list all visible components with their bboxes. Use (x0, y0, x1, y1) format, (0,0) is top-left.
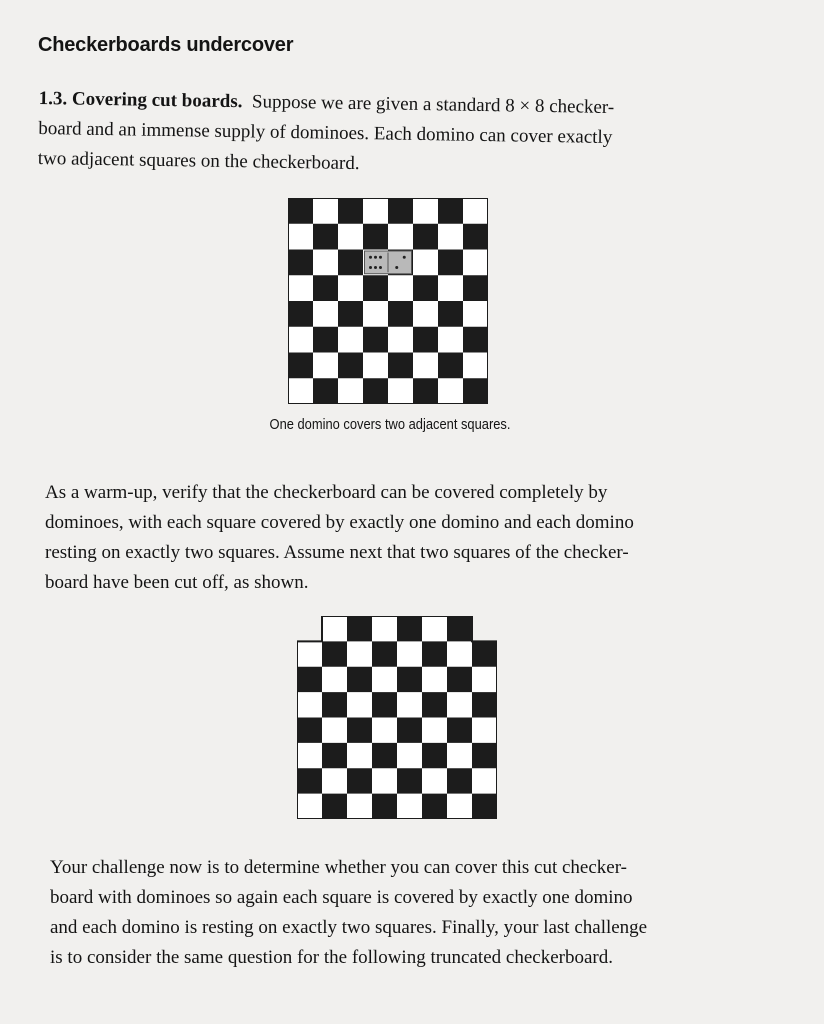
board-square (472, 667, 497, 693)
board-square (372, 718, 397, 744)
board-square (422, 718, 447, 744)
domino-pip (379, 256, 382, 259)
board-square (297, 768, 322, 794)
board-square (388, 301, 413, 327)
board-square (438, 250, 463, 276)
board-square (297, 743, 322, 769)
board-square (472, 718, 497, 744)
board-square (397, 768, 422, 794)
board-square (372, 616, 397, 642)
board-square (347, 794, 372, 819)
board-square (413, 250, 438, 276)
board-square (313, 301, 338, 327)
challenge-line-3: and each domino is resting on exactly two squares. Finally, your last challenge (50, 917, 648, 938)
board-square (338, 198, 363, 224)
board-square (463, 327, 488, 353)
board-square (297, 794, 322, 819)
board-square (388, 327, 413, 353)
board-square (372, 768, 397, 794)
board-square (438, 198, 463, 224)
board-square (313, 327, 338, 353)
board-square (463, 378, 488, 404)
board-square (422, 616, 447, 642)
domino-pip (369, 266, 372, 269)
domino-pip (395, 266, 398, 269)
board-square (347, 768, 372, 794)
board-square (463, 275, 488, 301)
board-square (288, 301, 313, 327)
board-square (297, 718, 322, 744)
board-square (363, 301, 388, 327)
board-square (372, 641, 397, 667)
board-square (413, 275, 438, 301)
warmup-line-1: As a warm-up, verify that the checkerboard can be covered completely by (45, 482, 608, 503)
board-square (388, 275, 413, 301)
board-square (338, 224, 363, 250)
challenge-line-1: Your challenge now is to determine whether you can cover this cut checker- (50, 857, 627, 878)
domino-pip (379, 266, 382, 269)
problem-line-1: Suppose we are given a standard 8 × 8 checker- (251, 91, 615, 119)
board-square (338, 353, 363, 379)
board-square (288, 353, 313, 379)
board-square (313, 353, 338, 379)
board-square (347, 718, 372, 744)
board-square (397, 667, 422, 693)
board-square (413, 224, 438, 250)
board-square (288, 327, 313, 353)
board-square (438, 301, 463, 327)
board-square (413, 353, 438, 379)
board-square (413, 378, 438, 404)
board-square (472, 692, 497, 718)
board-square (322, 667, 347, 693)
board-square (438, 353, 463, 379)
problem-line-2: board and an immense supply of dominoes. Each domino can cover exactly (38, 117, 613, 149)
board-square (463, 301, 488, 327)
board-square (372, 667, 397, 693)
board-square (438, 327, 463, 353)
board-square (322, 743, 347, 769)
board-square (347, 692, 372, 718)
board-square (347, 641, 372, 667)
board-square (338, 378, 363, 404)
figure-caption: One domino covers two adjacent squares. (269, 416, 511, 433)
board-square (288, 275, 313, 301)
board-square (422, 768, 447, 794)
board-square (447, 718, 472, 744)
board-square (388, 198, 413, 224)
board-square (322, 641, 347, 667)
board-square (388, 378, 413, 404)
board-square (397, 641, 422, 667)
board-square (297, 667, 322, 693)
board-square (447, 616, 472, 642)
cut-checkerboard-svg (297, 616, 497, 819)
board-square (397, 718, 422, 744)
board-square (313, 250, 338, 276)
problem-number: 1.3. (38, 87, 68, 110)
board-square (313, 378, 338, 404)
domino-pip (403, 256, 406, 259)
board-square (288, 250, 313, 276)
board-square (372, 743, 397, 769)
board-square (397, 794, 422, 819)
board-square (347, 667, 372, 693)
problem-paragraph (38, 84, 739, 185)
board-square (338, 250, 363, 276)
board-square (297, 641, 322, 667)
board-square (422, 743, 447, 769)
board-square (372, 794, 397, 819)
domino (365, 251, 412, 274)
board-square (472, 641, 497, 667)
board-square (447, 768, 472, 794)
section-title: Checkerboards undercover (38, 34, 294, 56)
board-square (338, 275, 363, 301)
challenge-line-2: board with dominoes so again each square is covered by exactly one domino (50, 887, 633, 908)
domino-pip (369, 256, 372, 259)
board-square (322, 768, 347, 794)
board-square (288, 224, 313, 250)
board-square (463, 198, 488, 224)
board-square (313, 224, 338, 250)
board-square (447, 667, 472, 693)
board-square (463, 353, 488, 379)
domino-pip (374, 256, 377, 259)
board-square (447, 641, 472, 667)
board-square (447, 743, 472, 769)
board-square (397, 743, 422, 769)
board-square (397, 692, 422, 718)
board-square (297, 692, 322, 718)
checkerboard-figure (288, 198, 488, 404)
board-square (422, 641, 447, 667)
board-square (463, 250, 488, 276)
board-square (347, 616, 372, 642)
board-square (363, 275, 388, 301)
board-square (413, 327, 438, 353)
board-square (363, 378, 388, 404)
board-square (472, 794, 497, 819)
board-square (447, 794, 472, 819)
board-square (413, 198, 438, 224)
problem-line-3: two adjacent squares on the checkerboard. (37, 147, 360, 175)
warmup-line-3: resting on exactly two squares. Assume next that two squares of the checker- (45, 542, 629, 563)
board-square (288, 378, 313, 404)
challenge-line-4: is to consider the same question for the following truncated checkerboard. (50, 947, 613, 968)
board-square (363, 198, 388, 224)
cut-checkerboard-figure (297, 616, 497, 819)
board-square (422, 692, 447, 718)
domino-pip (374, 266, 377, 269)
board-square (313, 198, 338, 224)
board-square (397, 616, 422, 642)
board-square (413, 301, 438, 327)
board-square (313, 275, 338, 301)
problem-heading: Covering cut boards. (71, 88, 243, 113)
board-square (438, 224, 463, 250)
board-square (388, 224, 413, 250)
board-square (447, 692, 472, 718)
board-square (388, 353, 413, 379)
board-square (288, 198, 313, 224)
board-square (472, 743, 497, 769)
board-square (472, 768, 497, 794)
board-square (322, 616, 347, 642)
board-square (338, 327, 363, 353)
warmup-paragraph (45, 478, 745, 598)
warmup-line-2: dominoes, with each square covered by exactly one domino and each domino (45, 512, 634, 533)
board-square (363, 224, 388, 250)
board-square (322, 718, 347, 744)
board-square (363, 327, 388, 353)
board-square (438, 378, 463, 404)
board-square (422, 667, 447, 693)
board-square (422, 794, 447, 819)
board-square (347, 743, 372, 769)
board-square (322, 794, 347, 819)
warmup-line-4: board have been cut off, as shown. (45, 572, 309, 593)
board-square (363, 353, 388, 379)
checkerboard-svg (288, 198, 488, 404)
board-square (438, 275, 463, 301)
challenge-paragraph (50, 853, 750, 973)
board-square (338, 301, 363, 327)
board-square (463, 224, 488, 250)
board-square (372, 692, 397, 718)
board-square (322, 692, 347, 718)
